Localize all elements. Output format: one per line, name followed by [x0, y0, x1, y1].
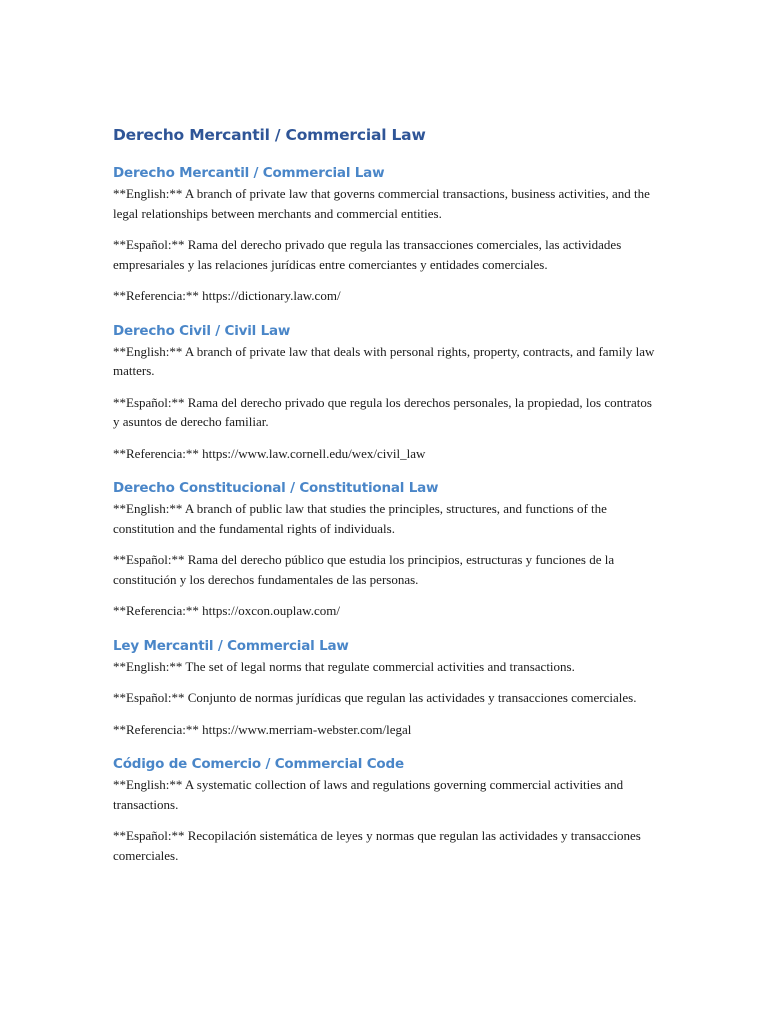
reference-line: **Referencia:** https://www.law.cornell.edu/wex/civil_law: [113, 445, 426, 461]
english-definition: **English:** A branch of private law that deals with personal rights, property, contracts, and family law matters.: [113, 343, 655, 378]
entry-heading: Ley Mercantil / Commercial Law: [113, 637, 349, 654]
english-definition: **English:** A systematic collection of laws and regulations governing commercial activities and transactions.: [113, 777, 624, 812]
spanish-definition: **Español:** Conjunto de normas jurídicas que regulan las actividades y transacciones comerciales.: [113, 690, 637, 705]
english-definition: **English:** A branch of private law that governs commercial transactions, business activities, and the legal relationships between merchants and commercial entities.: [113, 186, 650, 221]
reference-line: **Referencia:** https://dictionary.law.com/: [113, 288, 341, 303]
entry-heading: Derecho Constitucional / Constitutional Law: [113, 480, 439, 496]
entry-heading: Derecho Civil / Civil Law: [113, 322, 291, 339]
spanish-definition: **Español:** Rama del derecho público que estudia los principios, estructuras y funciones de la constitución y los derechos fundamentales de las personas.: [113, 552, 615, 587]
spanish-definition: **Español:** Rama del derecho privado que regula las transacciones comerciales, las actividades empresariales y las relaciones jurídicas entre comerciantes y entidades comerciales.: [113, 237, 622, 272]
spanish-definition: **Español:** Recopilación sistemática de leyes y normas que regulan las actividades y transacciones comerciales.: [113, 828, 641, 863]
entry-codigo-de-comercio: [113, 753, 658, 865]
spanish-definition: **Español:** Rama del derecho privado que regula los derechos personales, la propiedad, los contratos y asuntos de derecho familiar.: [113, 394, 652, 429]
english-definition: **English:** The set of legal norms that regulate commercial activities and transactions.: [113, 658, 575, 674]
entry-heading: Código de Comercio / Commercial Code: [113, 756, 404, 772]
entry-heading: Derecho Mercantil / Commercial Law: [113, 165, 385, 181]
reference-line: **Referencia:** https://www.merriam-webster.com/legal: [113, 721, 412, 737]
entry-ley-mercantil: [113, 635, 658, 740]
reference-line: **Referencia:** https://oxcon.ouplaw.com/: [113, 603, 340, 618]
document-page: [113, 122, 658, 877]
entry-derecho-constitucional: [113, 477, 658, 621]
english-definition: **English:** A branch of public law that studies the principles, structures, and functions of the constitution and the fundamental rights of individuals.: [113, 501, 607, 536]
entry-derecho-civil: [113, 320, 658, 464]
document-title: Derecho Mercantil / Commercial Law: [113, 126, 426, 144]
entry-derecho-mercantil: [113, 162, 658, 306]
